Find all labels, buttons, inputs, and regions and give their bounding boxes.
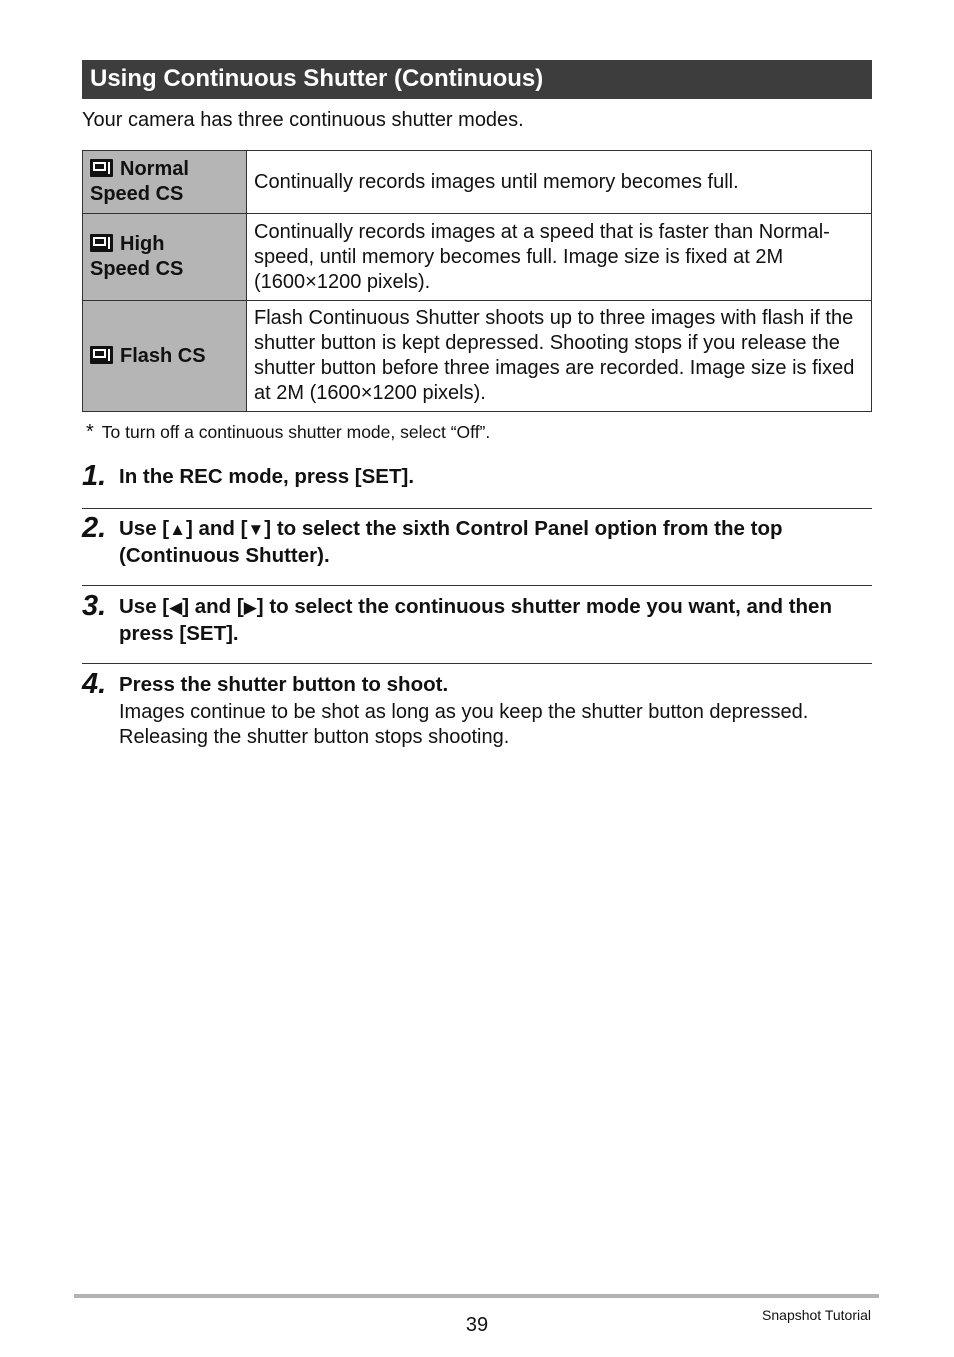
mode-name-cell bbox=[83, 151, 247, 214]
step-text: Use [◀] and [▶] to select the continuous shutter mode you want, and then press [SET]. bbox=[119, 595, 832, 645]
mode-label: Normal bbox=[120, 158, 189, 180]
continuous-flash-icon bbox=[90, 346, 113, 364]
step-detail: Images continue to be shot as long as you keep the shutter button depressed. Releasing the shutter button stops shooting. bbox=[119, 701, 809, 748]
step-3 bbox=[82, 590, 872, 647]
continuous-normal-icon bbox=[90, 159, 113, 177]
table-row bbox=[83, 214, 872, 301]
footnote bbox=[86, 421, 490, 444]
footer-rule bbox=[74, 1294, 879, 1298]
step-divider bbox=[82, 585, 872, 586]
footnote-marker: * bbox=[86, 421, 94, 443]
continuous-high-icon bbox=[90, 234, 113, 252]
section-title: Using Continuous Shutter (Continuous) bbox=[90, 65, 544, 92]
step-text: Press the shutter button to shoot. bbox=[119, 673, 449, 696]
mode-label: Flash CS bbox=[120, 344, 206, 367]
step-number: 2. bbox=[82, 512, 107, 544]
mode-name-cell bbox=[83, 214, 247, 301]
step-number: 1. bbox=[82, 460, 107, 492]
mode-label: High bbox=[120, 233, 165, 255]
mode-description: Continually records images until memory becomes full. bbox=[247, 151, 872, 214]
mode-name-cell bbox=[83, 301, 247, 412]
mode-label: Speed CS bbox=[90, 258, 184, 280]
mode-label: Speed CS bbox=[90, 183, 184, 205]
step-2 bbox=[82, 512, 872, 569]
mode-description: Flash Continuous Shutter shoots up to three images with flash if the shutter button is kept depressed. Shooting stops if you release the shutter button before three images are recorded. Image size is fixed at 2M (1600×1200 pixels). bbox=[247, 301, 872, 412]
step-divider bbox=[82, 663, 872, 664]
step-number: 3. bbox=[82, 590, 107, 622]
step-number: 4. bbox=[82, 668, 107, 700]
step-4 bbox=[82, 668, 872, 750]
shutter-modes-table bbox=[82, 150, 872, 412]
page-number: 39 bbox=[465, 1314, 489, 1336]
right-arrow-icon: ▶ bbox=[243, 598, 257, 617]
intro-text: Your camera has three continuous shutter modes. bbox=[82, 109, 524, 131]
up-arrow-icon: ▲ bbox=[169, 520, 186, 539]
footer-section-name: Snapshot Tutorial bbox=[762, 1307, 871, 1323]
step-text: Use [▲] and [▼] to select the sixth Control Panel option from the top (Continuous Shutter). bbox=[119, 517, 783, 567]
mode-description: Continually records images at a speed that is faster than Normal-speed, until memory becomes full. Image size is fixed at 2M (1600×1200 pixels). bbox=[247, 214, 872, 301]
step-text: In the REC mode, press [SET]. bbox=[119, 465, 415, 488]
step-divider bbox=[82, 508, 872, 509]
table-row bbox=[83, 301, 872, 412]
section-title-bar bbox=[82, 60, 872, 99]
footnote-text: To turn off a continuous shutter mode, select “Off”. bbox=[101, 422, 491, 442]
table-row bbox=[83, 151, 872, 214]
step-1 bbox=[82, 460, 872, 492]
left-arrow-icon: ◀ bbox=[169, 598, 183, 617]
down-arrow-icon: ▼ bbox=[247, 520, 265, 539]
